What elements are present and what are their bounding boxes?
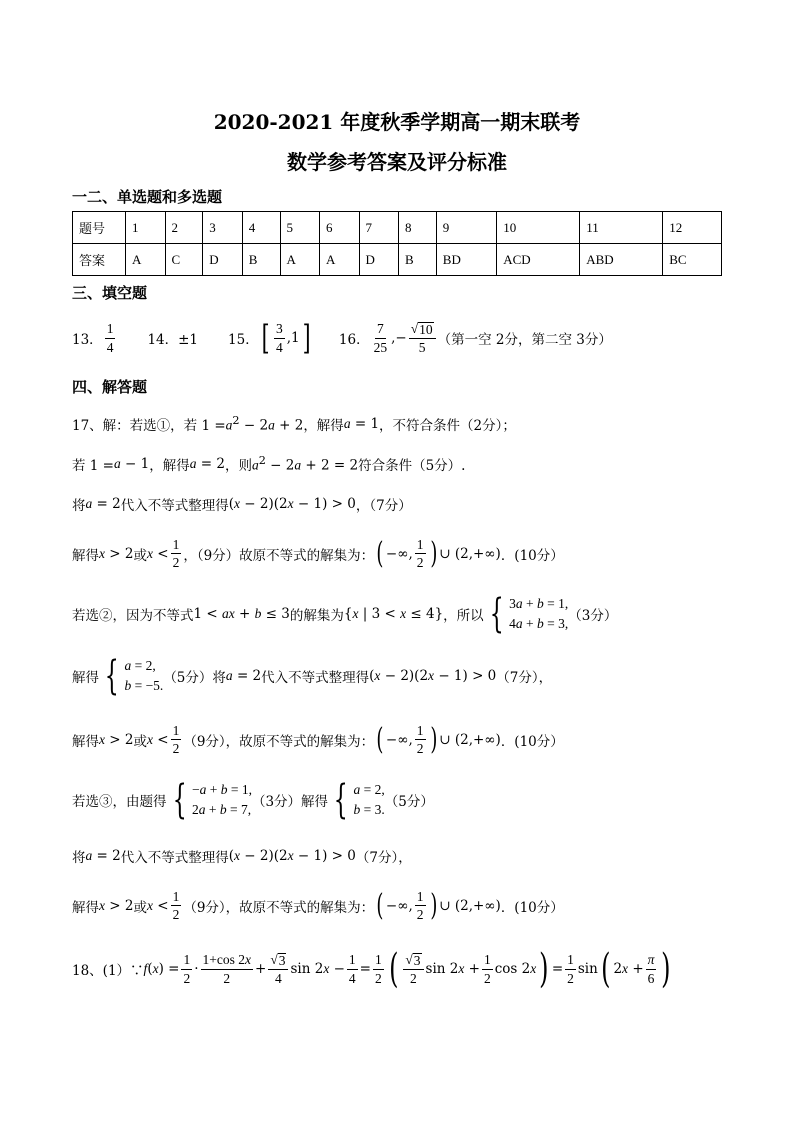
solution-line: 将 a = 2 代入不等式整理得 (x − 2)(2x − 1) > 0 ，（7分） (72, 496, 412, 514)
table-cell: ACD (497, 244, 580, 276)
section-heading-choice: 一二、单选题和多选题 (72, 188, 223, 206)
text: （5分） (384, 794, 434, 811)
text: 或 (133, 733, 147, 750)
table-cell: 4 (242, 212, 280, 244)
answer-table (72, 211, 722, 276)
table-cell: 1 (126, 212, 166, 244)
text: ．(10分） (500, 547, 564, 564)
text: 17、解：若选①，若 1 = (72, 418, 226, 434)
text: 解得 (72, 733, 99, 750)
text: 将 (72, 498, 86, 514)
solution-line: 解得 x > 2 或 x < $\frac{1}{2}$ （9分），故原不等式的解集为： ( −∞, $\frac{1}{2}$ ) ∪ (2,+∞) ．(10分） (72, 722, 564, 757)
solution-line: 17、解：若选①，若 1 = $a^2 - 2a + 2$ ，解得 a = 1 ，不符合条件（2分）； (72, 414, 516, 434)
text: 代入不等式整理得 (120, 498, 229, 514)
text: 解得 (72, 547, 99, 564)
table-cell: 5 (280, 212, 320, 244)
text: ，不符合条件（2分）； (379, 418, 516, 434)
solution-line: 若 1 = a − 1 ，解得 a = 2 ，则 $a^2 - 2a + 2 = 2$ 符合条件（5分）. (72, 454, 466, 474)
solution-line: 若选②，因为不等式 1 < ax + b ≤ 3 的解集为 {x | 3 < x ≤ 4} ，所以 { 3a + b = 1, 4a + b = 3, （3分） (72, 591, 618, 638)
table-cell: A (280, 244, 320, 276)
q14-answer: 14．±1 (147, 332, 199, 348)
solution-line: 解得 x > 2 或 x < $\frac{1}{2}$ （9分），故原不等式的解集为： ( −∞, $\frac{1}{2}$ ) ∪ (2,+∞) ．(10分） (72, 888, 564, 923)
text: 解得 (72, 670, 99, 687)
table-cell: A (320, 244, 360, 276)
text: 代入不等式整理得 (261, 670, 370, 687)
text: ．(10分） (500, 733, 564, 750)
text: ，则 (224, 458, 252, 474)
table-cell: D (203, 244, 243, 276)
q13-fraction: $\frac{1}{4}$ (106, 321, 114, 355)
text: ，解得 (303, 418, 344, 434)
q13-label: 13． (72, 332, 103, 348)
text: （7分）， (355, 850, 412, 866)
text: ，所以 (443, 608, 484, 625)
section-heading-solve: 四、解答题 (72, 378, 148, 396)
solution-line: 将 a = 2 代入不等式整理得 (x − 2)(2x − 1) > 0 （7分）， (72, 848, 412, 866)
table-row (73, 244, 722, 276)
q15-label: 15． (228, 332, 259, 348)
text: ，解得 (149, 458, 190, 474)
table-cell: B (399, 244, 437, 276)
table-cell: BC (663, 244, 722, 276)
row-label: 题号 (73, 212, 126, 244)
table-cell: C (165, 244, 203, 276)
text: 若 1 = (72, 458, 114, 474)
text: 的解集为 (289, 608, 344, 625)
text: 18、(1）∵ (72, 963, 144, 979)
text: （7分）， (496, 670, 553, 687)
text: （9分），故原不等式的解集为： (183, 899, 375, 916)
table-cell: ABD (580, 244, 663, 276)
table-cell: 9 (436, 212, 496, 244)
text: 或 (133, 547, 147, 564)
table-cell: 12 (663, 212, 722, 244)
text: 若选③，由题得 (72, 794, 167, 811)
table-cell: 6 (320, 212, 360, 244)
table-cell: 11 (580, 212, 663, 244)
text: 或 (133, 899, 147, 916)
text: （5分）将 (163, 670, 226, 687)
text: （3分）解得 (251, 794, 329, 811)
text: 符合条件（5分）. (358, 458, 466, 474)
q16-label: 16． (338, 332, 370, 348)
page-title: 2020-2021 年度秋季学期高一期末联考 (213, 110, 581, 134)
fill-answers: 13． $\frac{1}{4}$ 14．±1 15． [ $\frac{3}{4}$ ,1 ] 16． $\frac{7}{25}$ ,− √ 10 5 （第一空 2分，第二空 3分） (72, 318, 612, 358)
text: 若选②，因为不等式 (72, 608, 194, 625)
solution-line: 若选③，由题得 { −a + b = 1, 2a + b = 7, （3分）解得 { a = 2, b = 3. （5分） (72, 777, 434, 824)
table-cell: B (242, 244, 280, 276)
text: ．(10分） (500, 899, 564, 916)
section-heading-fill: 三、填空题 (72, 284, 148, 302)
text: 代入不等式整理得 (120, 850, 229, 866)
text: ，（9分）故原不等式的解集为： (183, 547, 375, 564)
text: （3分） (568, 608, 618, 625)
text: ，（7分） (355, 498, 412, 514)
table-cell: 3 (203, 212, 243, 244)
table-cell: BD (436, 244, 496, 276)
solution-line: 18、(1）∵ f(x) = $\frac{1}{2}$ · $\frac{1+\cos 2x}{2}$ + √ 3 4 sin 2x − $\frac{1}{4}$ = $\frac{1}{2}$ ( √ 3 2 sin 2x + $\frac{1}{2}$ cos 2x ) = $\frac{1}{2}$ sin ( 2x + $\frac{\pi}{6}$ ) (72, 946, 671, 992)
q16-note: （第一空 2分，第二空 3分） (437, 332, 612, 348)
table-cell: 10 (497, 212, 580, 244)
table-cell: A (126, 244, 166, 276)
table-row (73, 212, 722, 244)
table-cell: 8 (399, 212, 437, 244)
text: 将 (72, 850, 86, 866)
text: 解得 (72, 899, 99, 916)
solution-line: 解得 x > 2 或 x < $\frac{1}{2}$ ，（9分）故原不等式的解集为： ( −∞, $\frac{1}{2}$ ) ∪ (2,+∞) ．(10分） (72, 536, 564, 571)
page-subtitle: 数学参考答案及评分标准 (287, 150, 507, 174)
table-cell: 7 (359, 212, 399, 244)
table-cell: D (359, 244, 399, 276)
table-cell: 2 (165, 212, 203, 244)
solution-line: 解得 { a = 2, b = −5. （5分）将 a = 2 代入不等式整理得 (x − 2)(2x − 1) > 0 （7分）， (72, 653, 553, 700)
text: （9分），故原不等式的解集为： (183, 733, 375, 750)
row-label: 答案 (73, 244, 126, 276)
